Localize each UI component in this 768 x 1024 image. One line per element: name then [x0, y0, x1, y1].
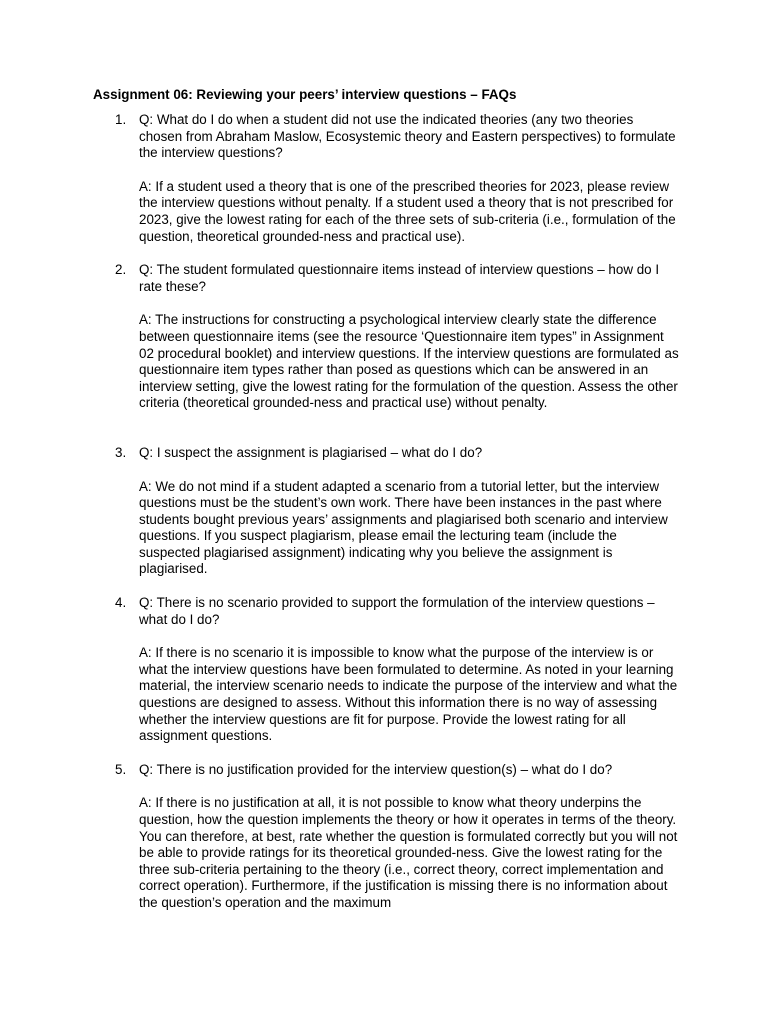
faq-number: 5. [115, 761, 127, 777]
faq-spacer [0, 245, 768, 262]
faq-number: 1. [115, 112, 127, 127]
faq-item-1 [0, 112, 768, 245]
page-title: Assignment 06: Reviewing your peers’ interview questions – FAQs [93, 87, 517, 102]
faq-item-3 [0, 445, 768, 578]
faq-list [0, 112, 768, 912]
faq-question: Q: There is no scenario provided to support the formulation of the interview questions – what do I do? [139, 595, 655, 627]
faq-item-5 [0, 762, 768, 912]
faq-item-4 [0, 595, 768, 745]
faq-number: 3. [115, 444, 127, 460]
faq-answer: A: The instructions for constructing a psychological interview clearly state the difference between questionnaire items (see the resource ‘Questionnaire item types” in Assignment 02 procedural booklet) and interview questions. If the interview questions are formulated as questionnaire item types rather than posed as questions which can be answered in an interview setting, give the lowest rating for the formulation of the question. Assess the other criteria (theoretical grounded-ness and practical use) without penalty. [139, 312, 679, 411]
faq-answer: A: If there is no justification at all, it is not possible to know what theory underpins the question, how the question implements the theory or how it operates in terms of the theory. You can therefore, at best, rate whether the question is formulated correctly but you will not be able to provide ratings for its theoretical grounded-ness. Give the lowest rating for the three sub-criteria pertaining to the theory (i.e., correct theory, correct implementation and correct operation). Furthermore, if the justification is missing there is no information about the question’s operation and the maximum [139, 795, 678, 910]
faq-number: 4. [115, 595, 127, 611]
faq-spacer [0, 745, 768, 762]
faq-spacer [0, 412, 768, 445]
faq-item-2 [0, 262, 768, 412]
faq-number: 2. [115, 262, 127, 278]
faq-spacer [0, 578, 768, 595]
faq-answer: A: We do not mind if a student adapted a scenario from a tutorial letter, but the interview questions must be the student’s own work. There have been instances in the past where students bought previous years’ assignments and plagiarised both scenario and interview questions. If you suspect plagiarism, please email the lecturing team (include the suspected plagiarised assignment) indicating why you believe the assignment is plagiarised. [139, 478, 668, 577]
faq-question: Q: The student formulated questionnaire items instead of interview questions – how do I rate these? [139, 262, 660, 294]
faq-answer: A: If a student used a theory that is one of the prescribed theories for 2023, please review the interview questions without penalty. If a student used a theory that is not prescribed for 2023, give the lowest rating for each of the three sets of sub-criteria (i.e., formulation of the question, theoretical grounded-ness and practical use). [139, 178, 676, 244]
faq-question: Q: There is no justification provided for the interview question(s) – what do I do? [139, 761, 613, 777]
faq-answer: A: If there is no scenario it is impossible to know what the purpose of the interview is or what the interview questions have been formulated to determine. As noted in your learning material, the interview scenario needs to indicate the purpose of the interview and what the questions are designed to assess. Without this information there is no way of assessing whether the interview questions are fit for purpose. Provide the lowest rating for all assignment questions. [139, 645, 678, 744]
faq-question: Q: I suspect the assignment is plagiarised – what do I do? [139, 444, 483, 460]
faq-question: Q: What do I do when a student did not use the indicated theories (any two theories chosen from Abraham Maslow, Ecosystemic theory and Eastern perspectives) to formulate the interview questions? [139, 112, 676, 161]
